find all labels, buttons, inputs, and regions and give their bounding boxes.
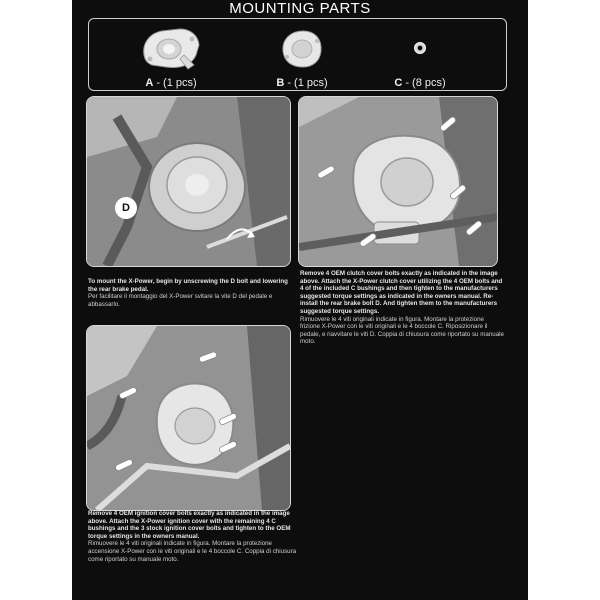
step1-caption <box>88 278 293 308</box>
ignition-cover-mounted-illustration <box>87 326 290 510</box>
part-c-qty: (8 pcs) <box>412 77 446 89</box>
part-b-letter: B <box>276 77 285 89</box>
step2-caption <box>300 270 505 346</box>
page-title: MOUNTING PARTS <box>229 0 371 17</box>
part-b-label <box>242 77 362 89</box>
step3-text-it: Rimuovere le 4 viti originali indicate in figura. Montare la protezione accensione X-Power con le viti originali e le 4 boccole C. Coppia di chiusura come riportato su manuale moto. <box>88 540 297 563</box>
part-a-letter: A <box>145 77 154 89</box>
step3-text-en: Remove 4 OEM ignition cover bolts exactly as indicated in the image above. Attach the X-Power ignition cover with the remaining 4 C bushings and the 3 stock ignition cover bolts and tighten to the OEM torque settings in the owners manual. <box>88 510 291 540</box>
part-c-separator: - <box>402 77 413 89</box>
part-c-letter: C <box>394 77 403 89</box>
bushing-c-icon <box>413 41 427 55</box>
ignition-cover-b-icon <box>277 27 327 73</box>
step1-text-it: Per facilitare il montaggio del X-Power svitare la vite D del pedale e abbassarlo. <box>88 293 273 308</box>
instruction-page <box>72 0 528 600</box>
part-a-separator: - <box>153 77 164 89</box>
clutch-cover-a-icon <box>136 25 206 75</box>
parts-box <box>88 18 507 91</box>
step1-text-en: To mount the X-Power, begin by unscrewing the D bolt and lowering the rear brake pedal. <box>88 278 288 293</box>
step3-photo <box>86 325 291 511</box>
part-c-label <box>360 77 480 89</box>
part-a-qty: (1 pcs) <box>163 77 197 89</box>
part-b-separator: - <box>284 77 295 89</box>
part-a-label <box>111 77 231 89</box>
bolt-d-marker-label: D <box>122 202 130 214</box>
step2-text-en: Remove 4 OEM clutch cover bolts exactly as indicated in the image above. Attach the X-Power clutch cover utilizing the 4 OEM bolts and 4 of the included C bushings and then tighten to the manufacturers suggested torque settings as indicated in the owners manual. Re-install the rear brake bolt D. And tighten them to the manufacturers suggested torque settings. <box>300 270 503 315</box>
step1-photo <box>86 96 291 267</box>
part-b-qty: (1 pcs) <box>294 77 328 89</box>
step2-photo <box>298 96 498 267</box>
bolt-d-marker <box>115 197 137 219</box>
engine-clutch-side-illustration <box>87 97 290 266</box>
step2-text-it: Rimuovere le 4 viti originali indicate in figura. Montare la protezione frizione X-Power con le viti originali e le 4 boccole C. Riposizionare il pedale, e riavvitare le viti D. Coppia di chiusura come riportato su manuale moto. <box>300 315 504 346</box>
step3-caption <box>88 510 298 563</box>
clutch-cover-mounted-illustration <box>299 97 497 266</box>
